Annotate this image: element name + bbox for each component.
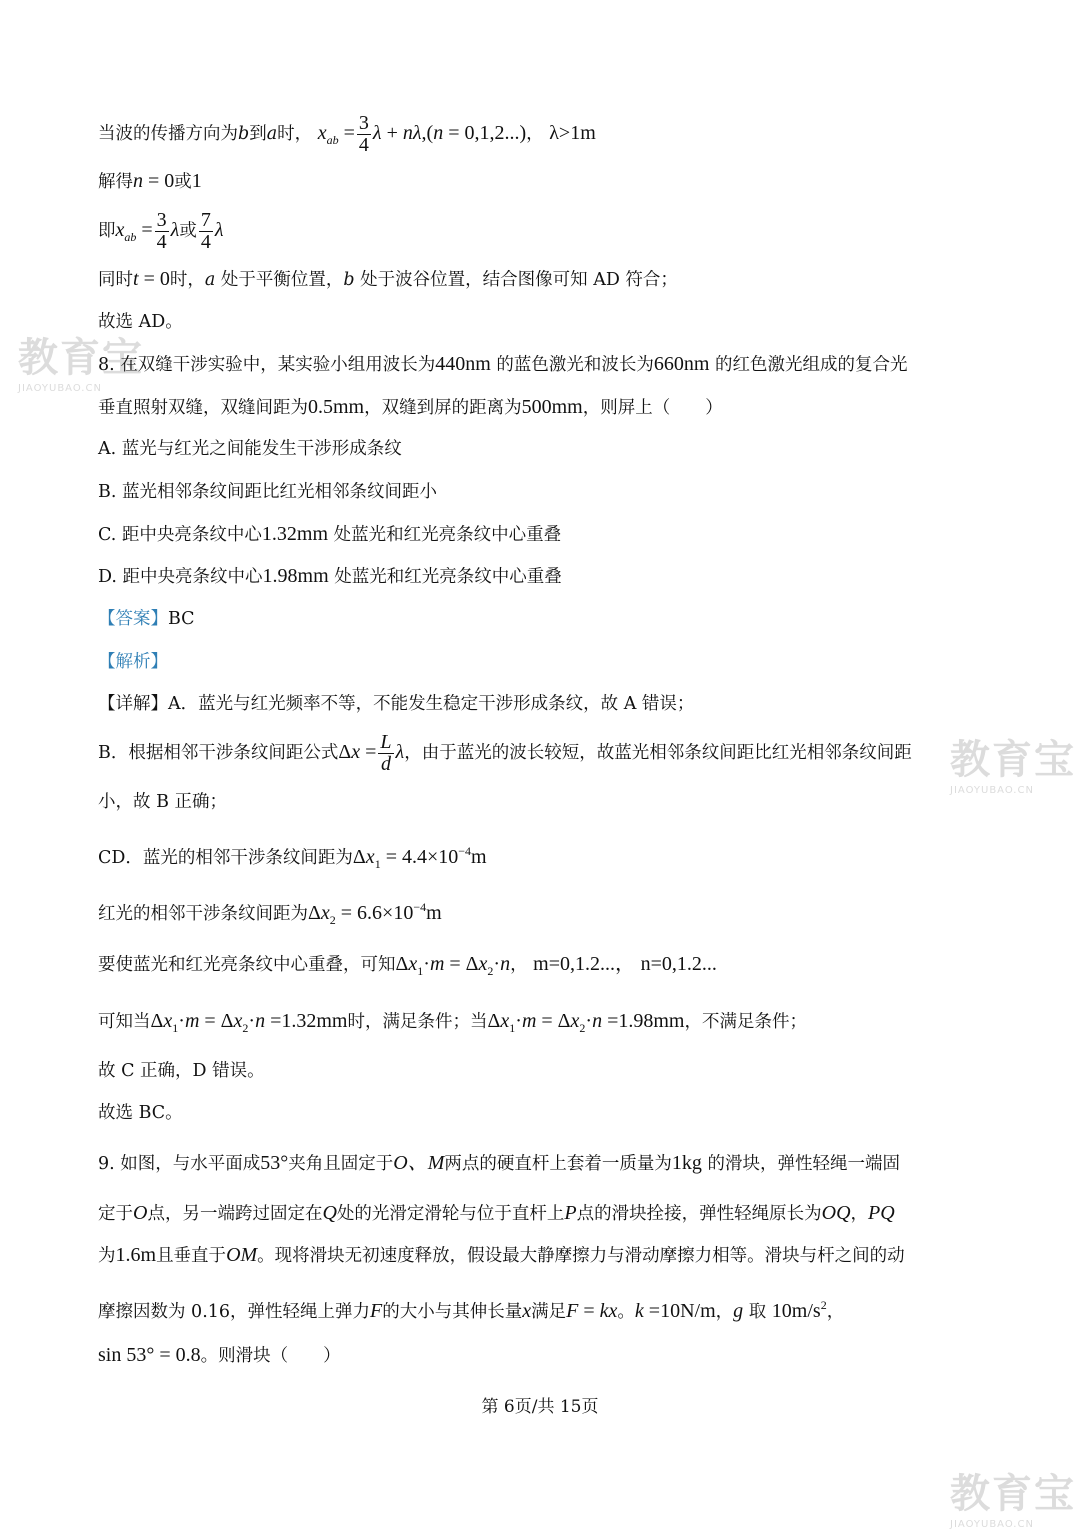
text-line: 当波的传播方向为b到a时， $x_{ab}$ = $\frac{3}{4}$ λ + nλ,(n = 0,1,2...)， λ>1m (98, 112, 596, 156)
text-line: sin 53° = 0.8。则滑块（ ） (98, 1344, 341, 1366)
text-line: 可知当$\Delta x_1\cdot m = \Delta x_2\cdot n =1.32mm$时，满足条件；当$\Delta x_1\cdot m = \Delta x_2\cdot n =1.98mm$，不满足条件； (98, 1010, 807, 1035)
text-line: 即$x_{ab}$ = $\frac{3}{4}$ λ或 $\frac{7}{4}$ λ (98, 209, 224, 253)
watermark-text: 教育宝 (18, 335, 144, 381)
explanation-tag: 【解析】 (98, 652, 168, 672)
text-line: 故选 AD。 (98, 312, 183, 332)
answer-line: 【答案】BC (98, 609, 195, 629)
page-footer: 第 6页/共 15页 (481, 1397, 599, 1417)
option-b: B. 蓝光相邻条纹间距比红光相邻条纹间距小 (98, 482, 437, 502)
watermark-url: JIAOYUBAO.CN (18, 383, 102, 394)
option-d: D. 距中央亮条纹中心1.98mm 处蓝光和红光亮条纹中心重叠 (98, 565, 562, 587)
text-line: 故 C 正确，D 错误。 (98, 1061, 265, 1081)
question-8: 8. 在双缝干涉实验中，某实验小组用波长为440nm 的蓝色激光和波长为660nm 的红色激光组成的复合光 (98, 353, 908, 375)
text-line: 要使蓝光和红光亮条纹中心重叠，可知$\Delta x_1\cdot m = \Delta x_2\cdot n$， m=0,1.2...， n=0,1.2... (98, 953, 717, 978)
text-line: 红光的相邻干涉条纹间距为$\Delta x_2 = 6.6\times 10^{-4}m$ (98, 900, 442, 927)
text-line: 同时t = 0时，a 处于平衡位置，b 处于波谷位置，结合图像可知 AD 符合； (98, 268, 678, 290)
text-line: 解得n = 0或1 (98, 170, 202, 192)
option-a: A. 蓝光与红光之间能发生干涉形成条纹 (98, 439, 402, 459)
watermark-url: JIAOYUBAO.CN (950, 1519, 1034, 1530)
question-9: 9. 如图，与水平面成53°夹角且固定于O、M两点的硬直杆上套着一质量为1kg 的滑块，弹性轻绳一端固 (98, 1152, 900, 1174)
text-line: 定于O点，另一端跨过固定在Q处的光滑定滑轮与位于直杆上P点的滑块拴接，弹性轻绳原长为OQ，PQ (98, 1202, 895, 1224)
watermark-text: 教育宝 (950, 737, 1076, 783)
text-line: 小，故 B 正确； (98, 792, 227, 812)
text-line: 垂直照射双缝，双缝间距为0.5mm，双缝到屏的距离为500mm，则屏上（ ） (98, 396, 723, 418)
text-line: B．根据相邻干涉条纹间距公式Δx = $\frac{L}{d}$ λ，由于蓝光的波长较短，故蓝光相邻条纹间距比红光相邻条纹间距 (98, 731, 912, 775)
text-line: 摩擦因数为 0.16，弹性轻绳上弹力F的大小与其伸长量x满足F = kx。k =10N/m，g 取 $10m/s^2$， (98, 1298, 845, 1322)
text-line: CD．蓝光的相邻干涉条纹间距为$\Delta x_1 = 4.4\times 10^{-4}m$ (98, 844, 487, 871)
watermark-bottom (950, 1462, 1076, 1530)
watermark-right (950, 728, 1076, 796)
option-c: C. 距中央亮条纹中心1.32mm 处蓝光和红光亮条纹中心重叠 (98, 523, 562, 545)
text-line: 故选 BC。 (98, 1103, 183, 1123)
watermark-url: JIAOYUBAO.CN (950, 785, 1034, 796)
text-line: 【详解】A．蓝光与红光频率不等，不能发生稳定干涉形成条纹，故 A 错误； (98, 694, 695, 714)
watermark-text: 教育宝 (950, 1471, 1076, 1517)
text-line: 为1.6m且垂直于OM。现将滑块无初速度释放，假设最大静摩擦力与滑动摩擦力相等。滑块与杆之间的动 (98, 1244, 905, 1266)
